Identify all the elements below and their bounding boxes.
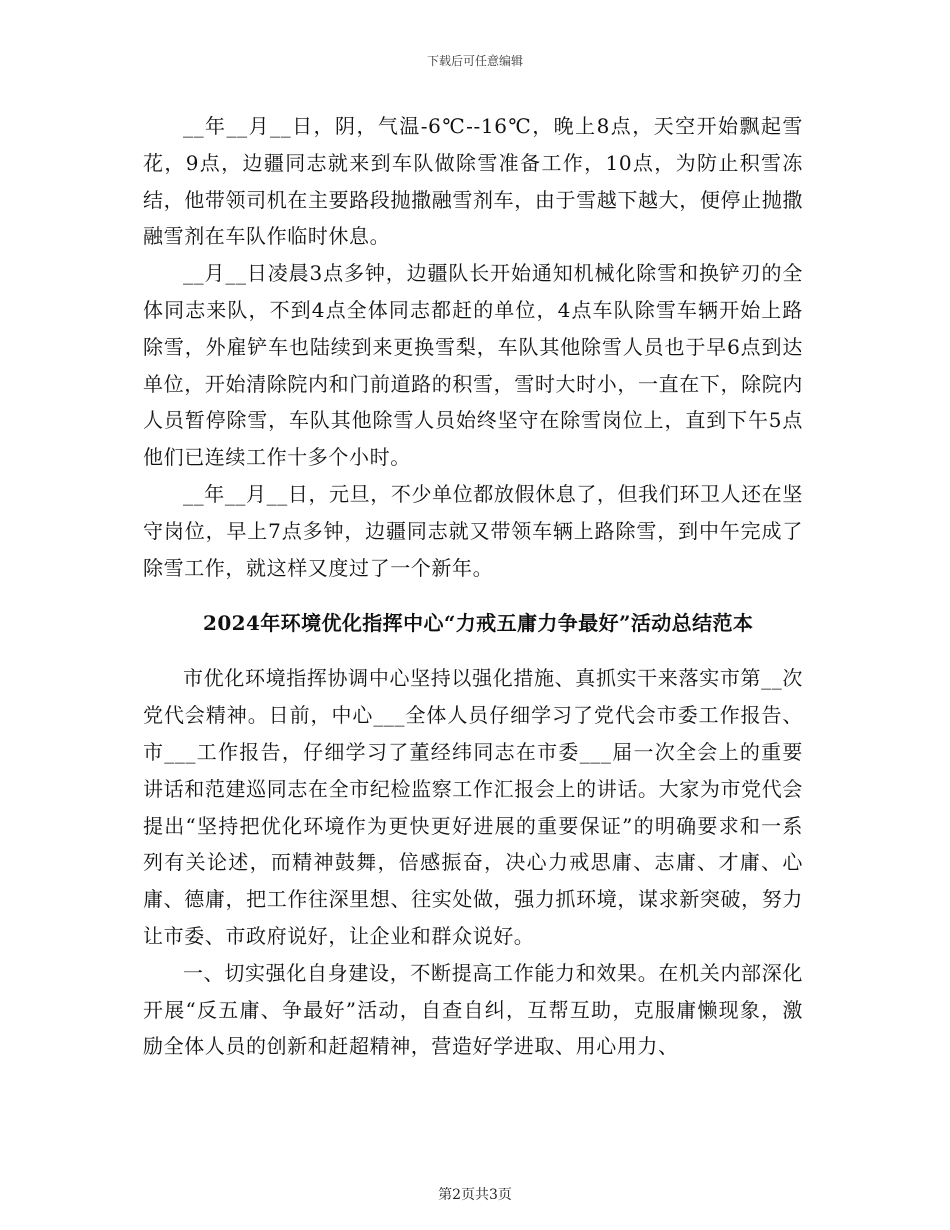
paragraph-snow-dawn: __月__日凌晨3点多钟，边疆队长开始通知机械化除雪和换铲刃的全体同志来队，不到4点全体同志都赶的单位，4点车队除雪车辆开始上路除雪，外雇铲车也陆续到来更换雪梨，车队其他除雪人员也于早6点到达单位，开始清除院内和门前道路的积雪，雪时大时小，一直在下，除院内人员暂停除雪，车队其他除雪人员始终坚守在除雪岗位上，直到下午5点他们已连续工作十多个小时。 [143, 261, 803, 470]
section-title: 2024年环境优化指挥中心“力戒五庸力争最好”活动总结范本 [203, 610, 754, 635]
paragraph-summary-intro: 市优化环境指挥协调中心坚持以强化措施、真抓实干来落实市第__次党代会精神。日前，中心___全体人员仔细学习了党代会市委工作报告、市___工作报告，仔细学习了董经纬同志在市委___届一次全会上的重要讲话和范建巡同志在全市纪检监察工作汇报会上的讲话。大家为市党代会提出“坚持把优化环境作为更快更好进展的重要保证”的明确要求和一系列有关论述，而精神鼓舞，倍感振奋，决心力戒思庸、志庸、才庸、心庸、德庸，把工作往深里想、往实处做，强力抓环境，谋求新突破，努力让市委、市政府说好，让企业和群众说好。 [143, 666, 803, 948]
document-body [143, 108, 803, 1065]
paragraph-snow-evening: __年__月__日，阴，气温-6℃--16℃，晚上8点，天空开始飘起雪花，9点，边疆同志就来到车队做除雪准备工作，10点，为防止积雪冻结，他带领司机在主要路段抛撒融雪剂车，由于雪越下越大，便停止抛撒融雪剂在车队作临时休息。 [143, 114, 803, 249]
page-header: 下载后可任意编辑 [426, 54, 523, 68]
paragraph-point-one: 一、切实强化自身建设，不断提高工作能力和效果。在机关内部深化开展“反五庸、争最好”活动，自查自纠，互帮互助，克服庸懒现象，激励全体人员的创新和赶超精神，营造好学进取、用心用力、 [143, 960, 803, 1059]
page-footer: 第2页共3页 [438, 1187, 512, 1203]
paragraph-new-year: __年__月__日，元旦，不少单位都放假休息了，但我们环卫人还在坚守岗位，早上7点多钟，边疆同志就又带领车辆上路除雪，到中午完成了除雪工作，就这样又度过了一个新年。 [143, 481, 803, 580]
